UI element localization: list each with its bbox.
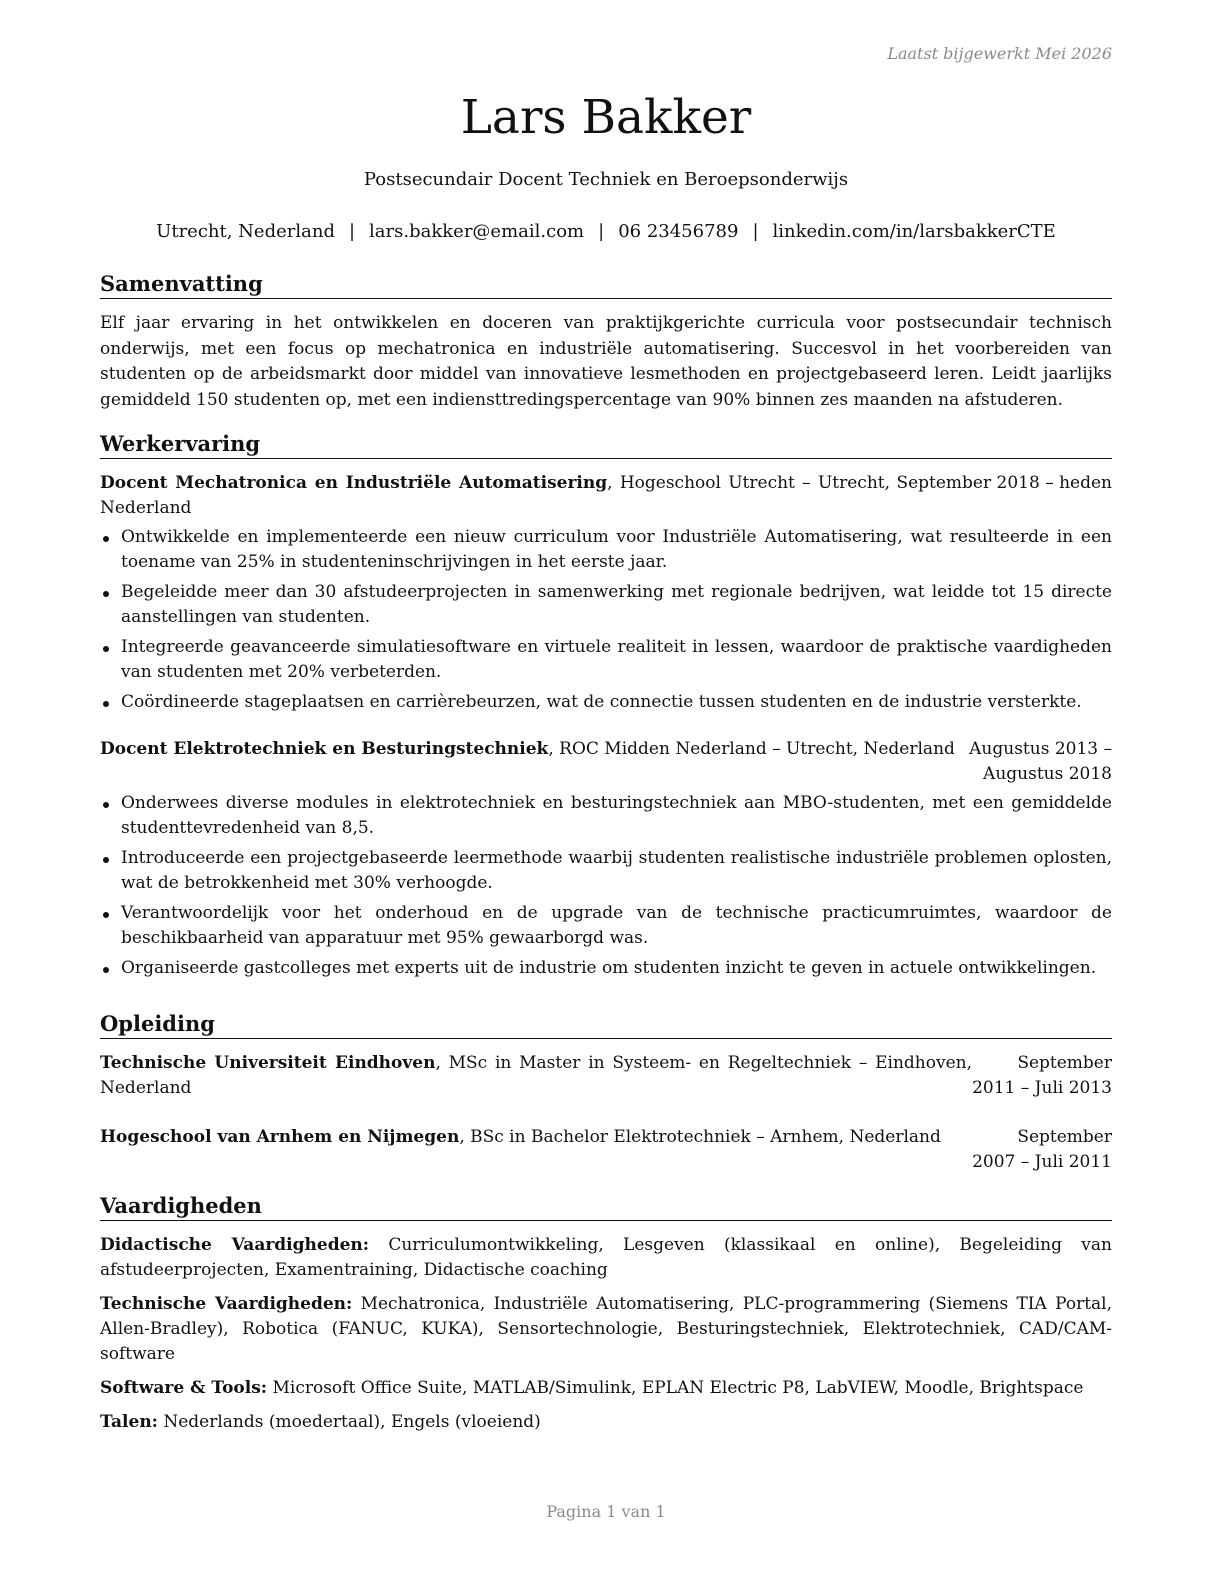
- skills-heading: Vaardigheden: [100, 1192, 1112, 1221]
- skill-label: Technische Vaardigheden:: [100, 1294, 353, 1314]
- skill-row: [100, 1292, 1112, 1367]
- page-number: Pagina 1 van 1: [546, 1502, 666, 1521]
- job-bullets: [100, 791, 1112, 981]
- resume-page: [100, 0, 1112, 1584]
- education-detail: , BSc in Bachelor Elektrotechniek – Arnhem, Nederland: [459, 1127, 941, 1147]
- contact-separator: |: [598, 221, 605, 242]
- job-header: [100, 471, 1112, 521]
- education-school: Hogeschool van Arnhem en Nijmegen: [100, 1127, 460, 1147]
- education-entry: [100, 1125, 1112, 1175]
- list-item: Organiseerde gastcolleges met experts uit de industrie om studenten inzicht te geven in actuele ontwikkelingen.: [100, 956, 1112, 981]
- job-bullets: [100, 525, 1112, 715]
- job-entry: [100, 471, 1112, 715]
- contact-separator: |: [752, 221, 759, 242]
- skills-section: [100, 1192, 1112, 1444]
- skill-label: Talen:: [100, 1412, 158, 1432]
- education-entry: [100, 1051, 1112, 1101]
- experience-heading: Werkervaring: [100, 430, 1112, 459]
- skill-value: Microsoft Office Suite, MATLAB/Simulink, EPLAN Electric P8, LabVIEW, Moodle, Brightspace: [267, 1378, 1084, 1398]
- job-title-line: [100, 471, 890, 521]
- skill-value: Curriculumontwikkeling, Lesgeven (klassikaal en online), Begeleiding van afstudeerprojecten, Examentraining, Didactische coaching: [100, 1235, 1112, 1280]
- list-item: Onderwees diverse modules in elektrotechniek en besturingstechniek aan MBO-studenten, met een gemiddelde studenttevredenheid van 8,5.: [100, 791, 1112, 841]
- skill-label: Software & Tools:: [100, 1378, 268, 1398]
- skill-row: [100, 1376, 1112, 1401]
- summary-heading: Samenvatting: [100, 270, 1112, 299]
- summary-text: Elf jaar ervaring in het ontwikkelen en doceren van praktijkgerichte curricula voor postsecundair technisch onderwijs, met een focus op mechatronica en industriële automatisering. Succesvol in het voorbereiden van studenten op de arbeidsmarkt door middel van innovatieve lesmethoden en projectgebaseerd leren. Leidt jaarlijks gemiddeld 150 studenten op, met een indiensttredingspercentage van 90% binnen zes maanden na afstuderen.: [100, 313, 1112, 410]
- summary-section: [100, 270, 1112, 413]
- education-heading: Opleiding: [100, 1010, 1112, 1039]
- education-section: [100, 1010, 1112, 1199]
- experience-section: [100, 430, 1112, 986]
- contact-email[interactable]: lars.bakker@email.com: [369, 221, 585, 242]
- education-school-line: [100, 1125, 972, 1150]
- skill-label: Didactische Vaardigheden:: [100, 1235, 370, 1255]
- contact-phone: 06 23456789: [618, 221, 739, 242]
- education-school-line: [100, 1051, 972, 1101]
- candidate-title: Postsecundair Docent Techniek en Beroepsonderwijs: [363, 169, 849, 190]
- contact-linkedin[interactable]: linkedin.com/in/larsbakkerCTE: [772, 221, 1056, 242]
- job-org: , Hogeschool Utrecht – Utrecht, Nederland: [100, 473, 890, 518]
- job-dates: September 2018 – heden: [896, 473, 1112, 493]
- list-item: Begeleidde meer dan 30 afstudeerprojecten in samenwerking met regionale bedrijven, wat leidde tot 15 directe aanstellingen van studenten.: [100, 580, 1112, 630]
- education-school: Technische Universiteit Eindhoven: [100, 1053, 436, 1073]
- list-item: Introduceerde een projectgebaseerde leermethode waarbij studenten realistische industriële problemen oplosten, wat de betrokkenheid met 30% verhoogde.: [100, 846, 1112, 896]
- job-entry: [100, 737, 1112, 981]
- job-title-line: [100, 737, 955, 762]
- list-item: Coördineerde stageplaatsen en carrièrebeurzen, wat de connectie tussen studenten en de industrie versterkte.: [100, 690, 1112, 715]
- contact-location: Utrecht, Nederland: [156, 221, 335, 242]
- job-dates: Augustus 2013 – Augustus 2018: [969, 739, 1112, 784]
- job-header: [100, 737, 1112, 787]
- list-item: Ontwikkelde en implementeerde een nieuw curriculum voor Industriële Automatisering, wat resulteerde in een toename van 25% in studenteninschrijvingen in het eerste jaar.: [100, 525, 1112, 575]
- contact-separator: |: [348, 221, 356, 242]
- skill-value: Mechatronica, Industriële Automatisering, PLC-programmering (Siemens TIA Portal, Allen-Bradley), Robotica (FANUC, KUKA), Sensortechnologie, Besturingstechniek, Elektrotechniek, CAD/CAM-software: [100, 1294, 1113, 1364]
- skill-row: [100, 1410, 1112, 1435]
- skill-row: [100, 1233, 1112, 1283]
- education-header: [100, 1125, 1112, 1175]
- job-title: Docent Elektrotechniek en Besturingstechniek: [100, 739, 549, 759]
- list-item: Integreerde geavanceerde simulatiesoftware en virtuele realiteit in lessen, waardoor de praktische vaardigheden van studenten met 20% verbeterden.: [100, 635, 1112, 685]
- candidate-name: Lars Bakker: [460, 90, 752, 145]
- list-item: Verantwoordelijk voor het onderhoud en de upgrade van de technische practicumruimtes, waardoor de beschikbaarheid van apparatuur met 95% gewaarborgd was.: [100, 901, 1112, 951]
- job-title: Docent Mechatronica en Industriële Automatisering: [100, 473, 608, 493]
- contact-line: [100, 220, 1112, 244]
- job-org: , ROC Midden Nederland – Utrecht, Nederland: [548, 739, 955, 759]
- last-updated: Laatst bijgewerkt Mei 2026: [887, 44, 1112, 63]
- skill-value: Nederlands (moedertaal), Engels (vloeiend): [157, 1412, 541, 1432]
- education-dates: September 2007 – Juli 2011: [972, 1127, 1112, 1172]
- education-header: [100, 1051, 1112, 1101]
- education-dates: September 2011 – Juli 2013: [972, 1053, 1112, 1098]
- education-detail: , MSc in Master in Systeem- en Regeltechniek – Eindhoven, Nederland: [100, 1053, 972, 1098]
